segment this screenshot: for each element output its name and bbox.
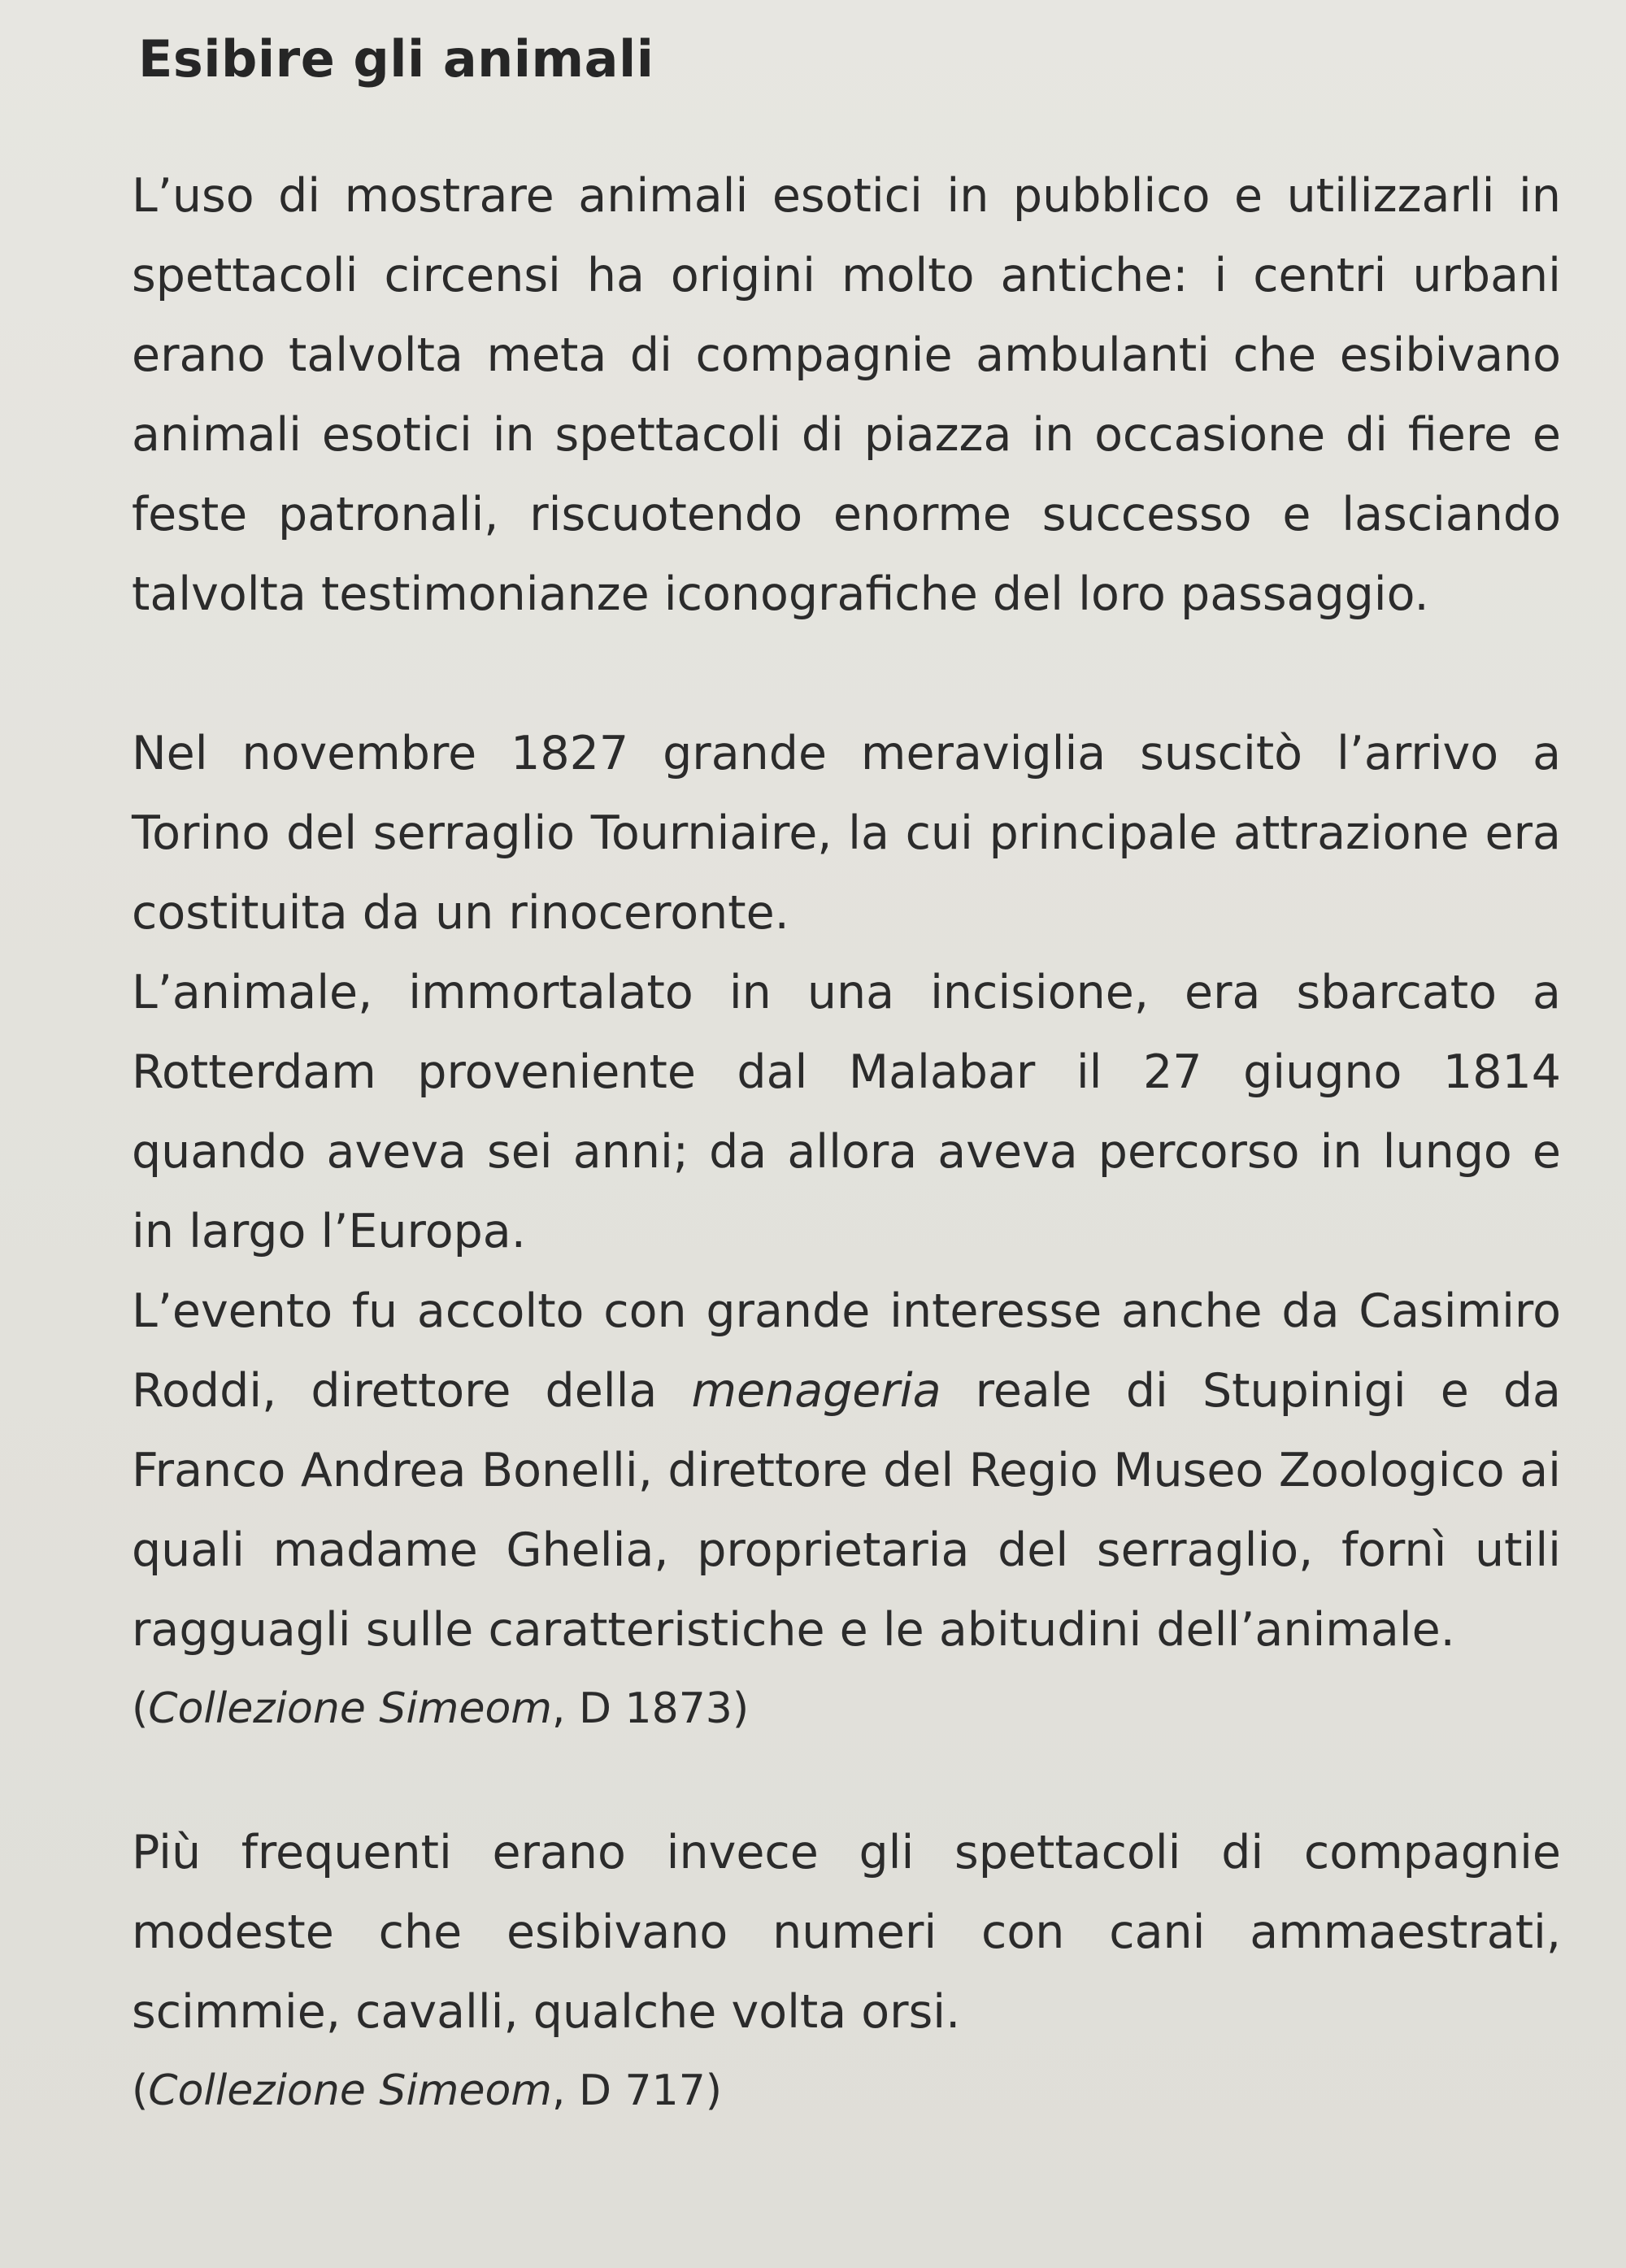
caption-reference: , D 717) (551, 2066, 723, 2115)
paragraph-modest-companies: Più frequenti erano invece gli spettacoli di compagnie modeste che esibivano numeri con cani ammaestrati, scimmie, cavalli, qualche volta orsi. (132, 1826, 1561, 2039)
menageria-italic: menageria (691, 1364, 941, 1418)
caption-reference: , D 1873) (551, 1684, 750, 1733)
caption-open-paren: ( (132, 2066, 149, 2115)
paragraph-spacer (122, 634, 1561, 714)
paragraph-event-text-after: reale di Stupinigi e da Franco Andrea Bonelli, direttore del Regio Museo Zoologico ai quali madame Ghelia, proprietaria del serraglio, fornì utili ragguagli sulle caratteristiche e le abitudini dell’animale. (132, 1364, 1561, 1657)
paragraph-intro: L’uso di mostrare animali esotici in pubblico e utilizzarli in spettacoli circensi ha origini molto antiche: i centri urbani erano talvolta meta di compagnie ambulanti che esibivano animali esotici in spettacoli di piazza in occasione di fiere e feste patronali, riscuotendo enorme successo e lasciando talvolta testimonianze iconografiche del loro passaggio. (132, 169, 1561, 621)
caption-collection-name: Collezione Simeom (148, 2066, 552, 2115)
paragraph-spacer (122, 1748, 1561, 1813)
exhibit-panel (122, 15, 1561, 2242)
caption-collection-name: Collezione Simeom (148, 1684, 552, 1733)
paragraph-event-text-before: L’evento fu accolto con grande interesse anche da Casimiro Roddi, direttore della (132, 1284, 1561, 1418)
caption-open-paren: ( (132, 1684, 149, 1733)
paragraph-rhino-arrival: Nel novembre 1827 grande meraviglia suscitò l’arrivo a Torino del serraglio Tourniaire, la cui principale attrazione era costituita da un rinoceronte. (132, 727, 1561, 940)
caption-collection-1873 (132, 1670, 1561, 1748)
paragraph-event-reception (122, 1271, 1561, 1670)
caption-collection-717 (132, 2052, 1561, 2130)
paragraph-rhino-history: L’animale, immortalato in una incisione, era sbarcato a Rotterdam proveniente dal Malabar il 27 giugno 1814 quando aveva sei anni; da allora aveva percorso in lungo e in largo l’Europa. (132, 966, 1561, 1258)
panel-title: Esibire gli animali (138, 29, 654, 89)
